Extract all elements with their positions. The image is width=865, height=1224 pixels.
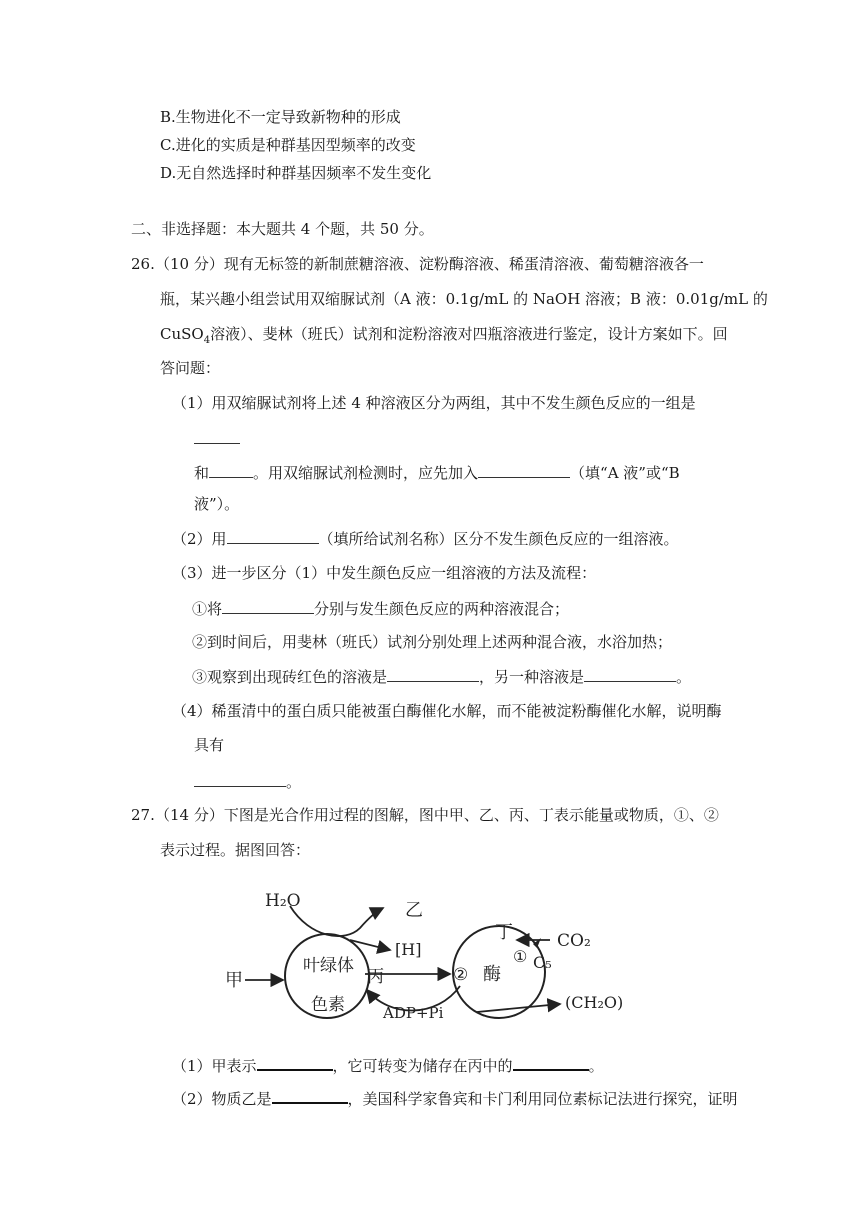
q26-part4-line2: 具有 — [194, 736, 225, 754]
label-ch2o: (CH₂O) — [565, 993, 624, 1012]
q27-part2 — [172, 1087, 738, 1109]
q26-stem-line3 — [160, 324, 728, 351]
q26-part1-blank1[interactable] — [194, 428, 240, 449]
text-jia: （1）甲表示 — [172, 1057, 257, 1075]
q26-stem-line2: 瓶，某兴趣小组尝试用双缩脲试剂（A 液：0.1g/mL 的 NaOH 溶液；B 液：0.01g/mL 的 — [160, 290, 768, 308]
q26-part1-line3 — [194, 462, 680, 483]
q26-part2 — [172, 528, 679, 549]
text-part2-rest: （填所给试剂名称）区分不发生颜色反应的一组溶液。 — [318, 530, 679, 548]
text-yi: （2）物质乙是 — [172, 1090, 272, 1108]
answer-blank[interactable] — [222, 598, 314, 614]
q26-part3-step1 — [192, 598, 569, 619]
label-h2o: H₂O — [265, 891, 301, 911]
q27-part1 — [172, 1054, 604, 1076]
text-use: （2）用 — [172, 530, 227, 548]
label-jia: 甲 — [225, 970, 243, 991]
label-c5: C₅ — [533, 953, 552, 972]
text-add-first: 。用双缩脲试剂检测时，应先加入 — [253, 464, 479, 482]
label-co2: CO₂ — [557, 931, 591, 951]
text-fill-ab: （填“A 液”或“B — [570, 464, 680, 482]
label-process-1: ① — [513, 947, 528, 966]
option-b: B.生物进化不一定导致新物种的形成 — [160, 108, 401, 126]
answer-blank[interactable] — [387, 666, 479, 682]
answer-blank[interactable] — [584, 666, 676, 682]
label-enzyme: 酶 — [483, 964, 501, 985]
option-c: C.进化的实质是种群基因型频率的改变 — [160, 136, 416, 154]
text-step1-a: ①将 — [192, 600, 223, 618]
text-step1-b: 分别与发生颜色反应的两种溶液混合； — [314, 600, 570, 618]
section-heading: 二、非选择题：本大题共 4 个题，共 50 分。 — [131, 220, 434, 238]
label-pigment-2: 色素 — [311, 995, 345, 1015]
label-ding: 丁 — [495, 922, 513, 943]
q26-stem-line1: （10 分）现有无标签的新制蔗糖溶液、淀粉酶溶液、稀蛋清溶液、葡萄糖溶液各一 — [155, 255, 704, 273]
q26-part1-line4: 液”）。 — [194, 495, 240, 513]
ch2o-arrow — [477, 1004, 560, 1012]
q26-stem-line4: 答问题： — [160, 359, 221, 377]
answer-blank[interactable] — [513, 1054, 589, 1071]
cuso4-text: CuSO — [160, 325, 204, 343]
text-period: 。 — [286, 773, 302, 791]
q26-stem-line3-rest: 溶液）、斐林（班氏）试剂和淀粉溶液对四瓶溶液进行鉴定，设计方案如下。回 — [210, 325, 728, 343]
photosynthesis-diagram — [215, 868, 635, 1028]
answer-blank[interactable] — [194, 771, 286, 787]
q26-part1-line1: （1）用双缩脲试剂将上述 4 种溶液区分为两组，其中不发生颜色反应的一组是 — [172, 394, 696, 412]
text-step3-b: ，另一种溶液是 — [479, 668, 585, 686]
answer-blank[interactable] — [272, 1087, 348, 1104]
text-step3-a: ③观察到出现砖红色的溶液是 — [192, 668, 388, 686]
q27-stem-line1: （14 分）下图是光合作用过程的图解，图中甲、乙、丙、丁表示能量或物质，①、② — [155, 806, 719, 824]
q26-part3-line1: （3）进一步区分（1）中发生颜色反应一组溶液的方法及流程： — [172, 564, 597, 582]
water-arrow — [290, 906, 383, 936]
answer-blank[interactable] — [478, 462, 570, 478]
cuso4-subscript: 4 — [203, 335, 211, 346]
q26-number: 26. — [131, 255, 155, 273]
label-bing: 丙 — [367, 967, 384, 987]
option-d: D.无自然选择时种群基因频率不发生变化 — [160, 164, 432, 182]
text-period: 。 — [588, 1057, 604, 1075]
q26-part3-step3 — [192, 666, 691, 687]
q27-stem-line2: 表示过程。据图回答： — [160, 841, 311, 859]
q26-part4-line1: （4）稀蛋清中的蛋白质只能被蛋白酶催化水解，而不能被淀粉酶催化水解，说明酶 — [172, 702, 722, 720]
label-adp: ADP+Pi — [383, 1004, 444, 1022]
q27-number: 27. — [131, 806, 155, 824]
text-he: 和 — [194, 464, 210, 482]
answer-blank[interactable] — [257, 1054, 333, 1071]
label-pigment-1: 叶绿体 — [303, 956, 354, 976]
answer-blank[interactable] — [209, 462, 253, 478]
text-ruben: ，美国科学家鲁宾和卡门利用同位素标记法进行探究，证明 — [347, 1090, 738, 1108]
label-process-2: ② — [453, 965, 469, 985]
label-yi: 乙 — [405, 900, 423, 921]
q26-part4-line3 — [194, 771, 301, 792]
answer-blank[interactable] — [227, 528, 319, 544]
label-h: [H] — [395, 940, 422, 959]
text-step3-c: 。 — [676, 668, 692, 686]
text-store: ，它可转变为储存在丙中的 — [332, 1057, 513, 1075]
q26-part3-step2: ②到时间后，用斐林（班氏）试剂分别处理上述两种混合液，水浴加热； — [192, 633, 673, 651]
